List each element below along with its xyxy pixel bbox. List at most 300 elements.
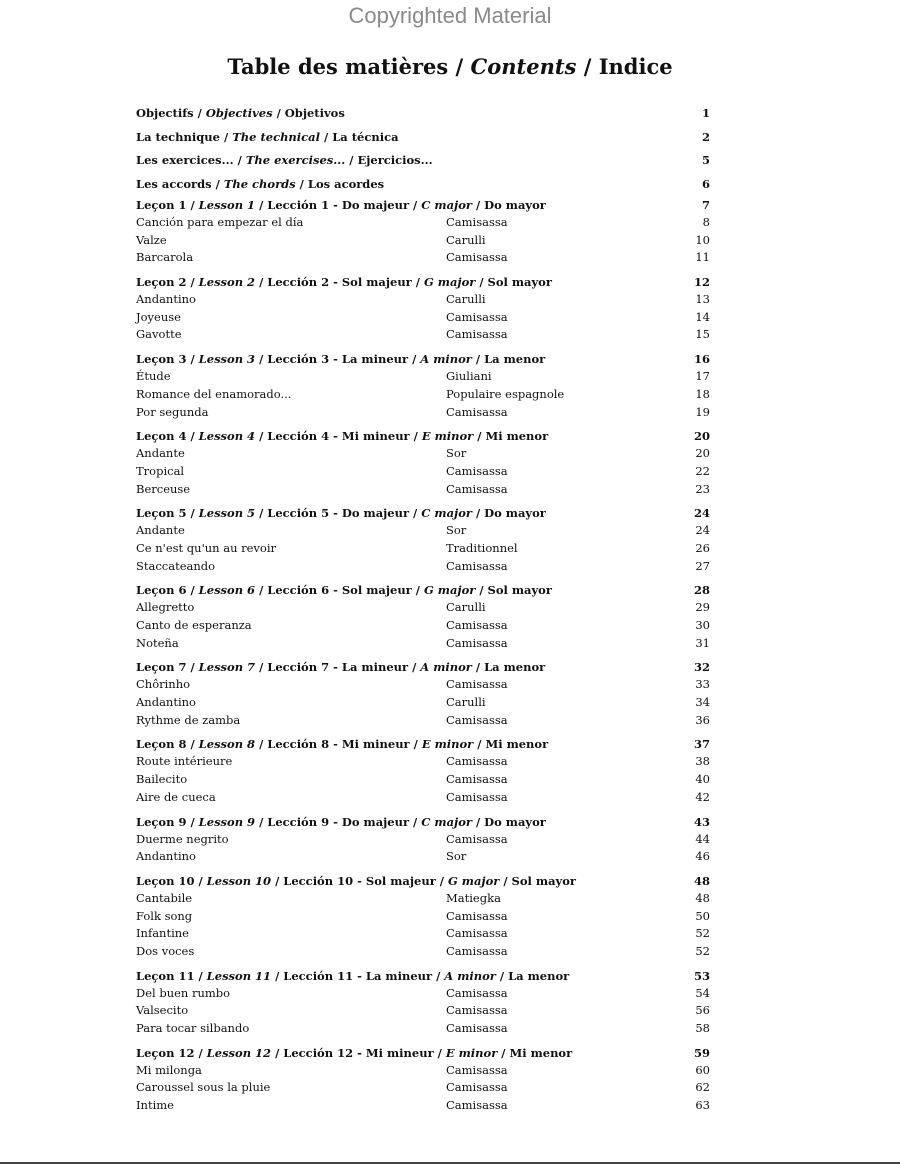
- entry-title-part: /: [233, 153, 246, 167]
- lesson-heading-en: Lesson 8: [198, 737, 256, 752]
- separator: /: [186, 275, 199, 290]
- piece-title: Barcarola: [136, 250, 194, 265]
- separator: /: [271, 873, 284, 888]
- lesson-heading-key-fr: La mineur: [341, 352, 409, 367]
- entry-title-part: The chords: [223, 176, 296, 191]
- toc-entry: [136, 599, 710, 617]
- lesson-heading-en: Lesson 11: [206, 968, 272, 983]
- lesson-heading-es: Lección 9: [267, 814, 330, 829]
- lesson-group: [136, 581, 710, 652]
- toc-entry: [136, 890, 710, 908]
- page-number: 34: [695, 695, 710, 710]
- lesson-heading-en: Lesson 10: [206, 873, 272, 888]
- piece-title: Valsecito: [136, 1003, 189, 1018]
- toc-entry: [136, 326, 710, 344]
- piece-title: Bailecito: [136, 772, 188, 787]
- page-number: 22: [695, 463, 710, 478]
- lesson-heading-text: [136, 658, 545, 676]
- lesson-heading-key-es: La menor: [484, 660, 546, 675]
- page-number: 6: [701, 176, 710, 191]
- toc-entry: [136, 522, 710, 540]
- composer: Carulli: [446, 600, 486, 615]
- lesson-group: [136, 504, 710, 575]
- separator: /: [473, 429, 486, 444]
- composer: Camisassa: [446, 831, 508, 846]
- page-number: 50: [695, 908, 710, 923]
- toc-entry: [136, 291, 710, 309]
- lesson-heading-key-en: C major: [421, 506, 472, 521]
- piece-title: Andante: [136, 446, 185, 461]
- lesson-heading-key-es: Mi menor: [509, 1045, 573, 1060]
- separator: /: [408, 660, 421, 675]
- composer: Matiegka: [446, 890, 501, 905]
- page-number: 48: [693, 873, 710, 888]
- lesson-heading-key-en: E minor: [421, 429, 474, 444]
- lesson-group: [136, 350, 710, 421]
- lesson-heading-key-fr: Sol majeur: [341, 275, 412, 290]
- lesson-group: [136, 273, 710, 344]
- separator: /: [409, 506, 422, 521]
- lesson-heading-key-es: Sol mayor: [487, 275, 552, 290]
- separator: /: [475, 275, 488, 290]
- separator: /: [433, 1045, 446, 1060]
- lesson-heading-fr: Leçon 5: [136, 506, 187, 521]
- toc-entry: [136, 481, 710, 499]
- piece-title: Ce n'est qu'un au revoir: [136, 540, 277, 555]
- toc-entry: [136, 404, 710, 422]
- composer: Carulli: [446, 292, 486, 307]
- composer: Carulli: [446, 232, 486, 247]
- piece-title: Andantino: [136, 849, 196, 864]
- page-number: 15: [695, 327, 710, 342]
- lesson-heading-key-es: Do mayor: [484, 198, 546, 212]
- separator: /: [495, 968, 509, 983]
- separator: /: [408, 352, 421, 367]
- lesson-heading-es: Lección 11: [283, 968, 354, 983]
- lesson-heading-key-en: G major: [423, 275, 476, 290]
- piece-title: Por segunda: [136, 404, 209, 419]
- composer: Camisassa: [446, 754, 508, 769]
- page-number: 28: [693, 583, 710, 598]
- lesson-heading-key-en: E minor: [421, 737, 474, 752]
- piece-title: Rythme de zamba: [136, 712, 241, 727]
- lesson-heading-fr: Leçon 8: [136, 737, 187, 752]
- toc-entry: [136, 831, 710, 849]
- lesson-heading: [136, 1044, 710, 1062]
- composer: Camisassa: [446, 327, 508, 342]
- page-number: 44: [695, 831, 710, 846]
- separator: /: [409, 814, 422, 829]
- toc-entry: [136, 789, 710, 807]
- lesson-heading: [136, 967, 710, 985]
- toc-entry: [136, 1097, 710, 1115]
- page-number: 11: [695, 250, 710, 265]
- separator: /: [255, 198, 268, 212]
- separator: /: [186, 583, 199, 598]
- lesson-heading-key-es: Mi menor: [485, 429, 549, 444]
- lesson-heading-key-es: Do mayor: [484, 506, 546, 521]
- toc-entry: [136, 249, 710, 267]
- copyright-watermark: Copyrighted Material: [348, 3, 552, 28]
- lesson-heading-fr: Leçon 11: [136, 968, 195, 983]
- separator: /: [409, 737, 422, 752]
- page-number: 33: [695, 677, 710, 692]
- page-number: 10: [695, 232, 710, 247]
- lesson-heading-key-fr: La mineur: [341, 660, 409, 675]
- separator: -: [353, 873, 366, 888]
- lesson-heading-en: Lesson 12: [206, 1045, 272, 1060]
- toc-entry: [136, 985, 710, 1003]
- toc-entry: [136, 214, 710, 232]
- separator: -: [329, 506, 342, 521]
- piece-title: Infantine: [136, 926, 189, 941]
- entry-title-part: /: [211, 176, 224, 191]
- separator: /: [432, 968, 445, 983]
- toc-entry: [136, 617, 710, 635]
- page-number: 42: [695, 789, 710, 804]
- separator: /: [186, 352, 199, 367]
- lesson-heading: [136, 427, 710, 445]
- toc-entry: [136, 1062, 710, 1080]
- entry-title-part: / La técnica: [320, 129, 399, 144]
- separator: /: [255, 814, 268, 829]
- page-number: 58: [695, 1021, 710, 1035]
- page-number: 60: [695, 1062, 710, 1077]
- toc-entry: [136, 232, 710, 250]
- separator: -: [329, 352, 342, 367]
- lesson-heading-fr: Leçon 6: [136, 583, 187, 598]
- piece-title: Andante: [136, 523, 185, 538]
- title-en: Contents: [470, 54, 577, 79]
- composer: Sor: [446, 849, 467, 864]
- toc-entry: [136, 463, 710, 481]
- toc-entry: [136, 386, 710, 404]
- piece-title: Joyeuse: [136, 309, 181, 324]
- piece-title: Berceuse: [136, 481, 191, 496]
- separator: /: [409, 429, 422, 444]
- page-number: 5: [701, 153, 710, 167]
- composer: Camisassa: [446, 943, 508, 958]
- page-number: 19: [695, 404, 710, 419]
- piece-title: Para tocar silbando: [136, 1021, 250, 1035]
- lesson-heading-key-fr: Mi mineur: [341, 737, 410, 752]
- title-sep-1: /: [448, 54, 471, 79]
- lesson-heading-key-es: Sol mayor: [487, 583, 552, 598]
- separator: /: [255, 352, 268, 367]
- piece-title: Chôrinho: [136, 677, 191, 692]
- separator: /: [186, 506, 199, 521]
- page-number: 1: [701, 106, 710, 120]
- entry-title: [136, 149, 433, 173]
- separator: -: [353, 1045, 366, 1060]
- piece-title: Dos voces: [136, 943, 195, 958]
- composer: Camisassa: [446, 772, 508, 787]
- page-number: 31: [695, 635, 710, 650]
- lesson-heading-es: Lección 3: [267, 352, 330, 367]
- title-sep-2: /: [576, 54, 599, 79]
- separator: /: [271, 968, 284, 983]
- separator: /: [194, 968, 207, 983]
- lesson-heading-text: [136, 273, 552, 291]
- lesson-heading-es: Lección 8: [267, 737, 330, 752]
- piece-title: Del buen rumbo: [136, 985, 231, 1000]
- entry-title-part: /: [193, 106, 206, 120]
- toc-entry: [136, 540, 710, 558]
- page-number: 24: [695, 523, 710, 538]
- lesson-heading-en: Lesson 4: [198, 429, 256, 444]
- entry-title: [136, 126, 399, 150]
- separator: /: [255, 737, 268, 752]
- separator: /: [186, 660, 199, 675]
- composer: Camisassa: [446, 1062, 508, 1077]
- composer: Camisassa: [446, 1080, 508, 1095]
- lesson-heading: [136, 504, 710, 522]
- lesson-heading: [136, 872, 710, 890]
- toc-entry: [136, 712, 710, 730]
- lesson-heading-es: Lección 10: [283, 873, 354, 888]
- piece-title: Romance del enamorado...: [136, 386, 292, 401]
- entry-title-part: Objectives: [205, 106, 273, 120]
- toc-entry: [136, 676, 710, 694]
- lesson-group: [136, 196, 710, 267]
- lesson-heading-text: [136, 427, 548, 445]
- lesson-heading-en: Lesson 5: [198, 506, 256, 521]
- page-number: 27: [695, 558, 710, 573]
- toc-entry: [136, 943, 710, 961]
- lesson-heading-text: [136, 872, 576, 890]
- separator: /: [186, 198, 199, 212]
- lesson-group: [136, 872, 710, 961]
- piece-title: Tropical: [136, 463, 185, 478]
- lesson-heading-fr: Leçon 2: [136, 275, 187, 290]
- lesson-heading-key-en: A minor: [420, 660, 472, 675]
- page-number: 40: [695, 772, 710, 787]
- page-number: 56: [695, 1003, 710, 1018]
- piece-title: Route intérieure: [136, 754, 233, 769]
- lesson-heading-key-fr: La mineur: [365, 968, 433, 983]
- page-number: 43: [693, 814, 710, 829]
- composer: Camisassa: [446, 463, 508, 478]
- toc-entry: [136, 771, 710, 789]
- separator: /: [186, 814, 199, 829]
- lesson-heading-fr: Leçon 3: [136, 352, 187, 367]
- separator: /: [411, 275, 424, 290]
- page-number: 30: [695, 618, 710, 632]
- lesson-heading-es: Lección 6: [267, 583, 330, 598]
- page-number: 7: [701, 198, 710, 212]
- lesson-heading-es: Lección 12: [283, 1045, 354, 1060]
- page-number: 38: [695, 754, 710, 769]
- toc-entry: [136, 753, 710, 771]
- page-title: [0, 54, 900, 79]
- toc-entry: [136, 558, 710, 576]
- lesson-heading-es: Lección 2: [267, 275, 330, 290]
- toc-intro-entry: [136, 149, 710, 173]
- toc-entry: [136, 925, 710, 943]
- composer: Camisassa: [446, 635, 508, 650]
- composer: Camisassa: [446, 481, 508, 496]
- lesson-group: [136, 735, 710, 806]
- title-fr: Table des matières: [227, 54, 449, 79]
- entry-title-part: La technique: [136, 129, 220, 144]
- entry-title-part: Les accords: [136, 176, 212, 191]
- separator: /: [475, 583, 488, 598]
- page-number: 24: [693, 506, 710, 521]
- lesson-heading-text: [136, 504, 546, 522]
- separator: /: [186, 429, 199, 444]
- separator: /: [471, 814, 485, 829]
- separator: /: [194, 873, 207, 888]
- lesson-heading-key-en: C major: [421, 814, 472, 829]
- piece-title: Noteña: [136, 635, 179, 650]
- separator: /: [497, 1045, 510, 1060]
- page-number: 23: [695, 481, 710, 496]
- lesson-group: [136, 813, 710, 866]
- composer: Camisassa: [446, 558, 508, 573]
- piece-title: Canto de esperanza: [136, 618, 252, 632]
- separator: /: [255, 429, 268, 444]
- page-number: 53: [693, 968, 710, 983]
- lesson-heading-key-es: La menor: [484, 352, 546, 367]
- page-number: 16: [693, 352, 710, 367]
- separator: -: [329, 583, 342, 598]
- title-es: Indice: [598, 54, 673, 79]
- separator: /: [471, 198, 485, 212]
- lesson-heading-key-en: A minor: [420, 352, 472, 367]
- page-number: 26: [695, 540, 710, 555]
- composer: Camisassa: [446, 1021, 508, 1035]
- separator: /: [499, 873, 512, 888]
- separator: -: [353, 968, 366, 983]
- composer: Camisassa: [446, 789, 508, 804]
- lesson-heading: [136, 196, 710, 214]
- lesson-heading: [136, 813, 710, 831]
- composer: Sor: [446, 446, 467, 461]
- lesson-heading-es: Lección 5: [267, 506, 330, 521]
- page-number: 13: [695, 292, 710, 307]
- piece-title: Allegretto: [136, 600, 195, 615]
- separator: /: [471, 352, 485, 367]
- page-number: 37: [693, 737, 710, 752]
- lesson-heading-en: Lesson 9: [198, 814, 256, 829]
- toc-intro-entry: [136, 102, 710, 126]
- lesson-heading-key-en: C major: [421, 198, 472, 212]
- piece-title: Intime: [136, 1098, 174, 1113]
- composer: Camisassa: [446, 250, 508, 265]
- page-number: 63: [695, 1098, 710, 1113]
- piece-title: Étude: [136, 369, 171, 384]
- lesson-heading-key-fr: Sol majeur: [365, 873, 436, 888]
- lesson-heading-text: [136, 813, 546, 831]
- separator: /: [409, 198, 422, 212]
- toc-intro-entry: [136, 173, 710, 197]
- toc-entry: [136, 309, 710, 327]
- page-number: 18: [695, 386, 710, 401]
- page-number: 2: [701, 129, 710, 144]
- lesson-heading-en: Lesson 1: [198, 198, 256, 212]
- entry-title: [136, 102, 345, 126]
- entry-title-part: Les exercices...: [136, 153, 234, 167]
- toc-entry: [136, 694, 710, 712]
- piece-title: Valze: [136, 232, 167, 247]
- separator: /: [194, 1045, 207, 1060]
- page-number: 52: [695, 943, 710, 958]
- separator: -: [329, 275, 342, 290]
- composer: Camisassa: [446, 677, 508, 692]
- composer: Camisassa: [446, 215, 508, 229]
- composer: Camisassa: [446, 712, 508, 727]
- page-number: 12: [693, 275, 710, 290]
- piece-title: Andantino: [136, 695, 196, 710]
- page-number: 36: [695, 712, 710, 727]
- lesson-heading-text: [136, 581, 552, 599]
- lesson-heading-fr: Leçon 7: [136, 660, 187, 675]
- separator: /: [255, 660, 268, 675]
- piece-title: Caroussel sous la pluie: [136, 1080, 271, 1095]
- toc-entry: [136, 1020, 710, 1038]
- page-number: 46: [695, 849, 710, 864]
- lesson-heading-fr: Leçon 1: [136, 198, 187, 212]
- entry-title-part: / Objetivos: [272, 106, 345, 120]
- composer: Camisassa: [446, 404, 508, 419]
- piece-title: Gavotte: [136, 327, 182, 342]
- lesson-heading-fr: Leçon 9: [136, 814, 187, 829]
- piece-title: Folk song: [136, 908, 193, 923]
- lesson-heading: [136, 350, 710, 368]
- lesson-heading-key-fr: Sol majeur: [341, 583, 412, 598]
- composer: Sor: [446, 523, 467, 538]
- lesson-heading-en: Lesson 2: [198, 275, 256, 290]
- lesson-heading-key-es: Mi menor: [485, 737, 549, 752]
- entry-title-part: / Los acordes: [295, 176, 385, 191]
- page-number: 20: [695, 446, 710, 461]
- toc-entry: [136, 368, 710, 386]
- page-number: 20: [693, 429, 710, 444]
- separator: /: [471, 660, 485, 675]
- separator: /: [471, 506, 485, 521]
- lesson-heading-en: Lesson 6: [198, 583, 256, 598]
- separator: /: [411, 583, 424, 598]
- lesson-heading-key-fr: Mi mineur: [341, 429, 410, 444]
- piece-title: Cantabile: [136, 890, 193, 905]
- piece-title: Andantino: [136, 292, 196, 307]
- separator: /: [255, 506, 268, 521]
- separator: /: [435, 873, 448, 888]
- separator: /: [473, 737, 486, 752]
- lesson-heading-fr: Leçon 10: [136, 873, 195, 888]
- separator: /: [186, 737, 199, 752]
- toc-entry: [136, 445, 710, 463]
- composer: Camisassa: [446, 1098, 508, 1113]
- separator: /: [255, 583, 268, 598]
- lesson-heading: [136, 658, 710, 676]
- lesson-heading-es: Lección 7: [267, 660, 330, 675]
- lesson-heading: [136, 735, 710, 753]
- composer: Giuliani: [446, 369, 492, 384]
- separator: -: [329, 429, 342, 444]
- page-number: 48: [695, 890, 710, 905]
- toc-entry: [136, 908, 710, 926]
- composer: Camisassa: [446, 618, 508, 632]
- lesson-heading-en: Lesson 3: [198, 352, 256, 367]
- lesson-heading-key-en: E minor: [445, 1045, 498, 1060]
- separator: -: [329, 660, 342, 675]
- lesson-group: [136, 427, 710, 498]
- lesson-group: [136, 658, 710, 729]
- lesson-heading-en: Lesson 7: [198, 660, 256, 675]
- lesson-heading-text: [136, 735, 548, 753]
- lesson-heading-key-en: G major: [423, 583, 476, 598]
